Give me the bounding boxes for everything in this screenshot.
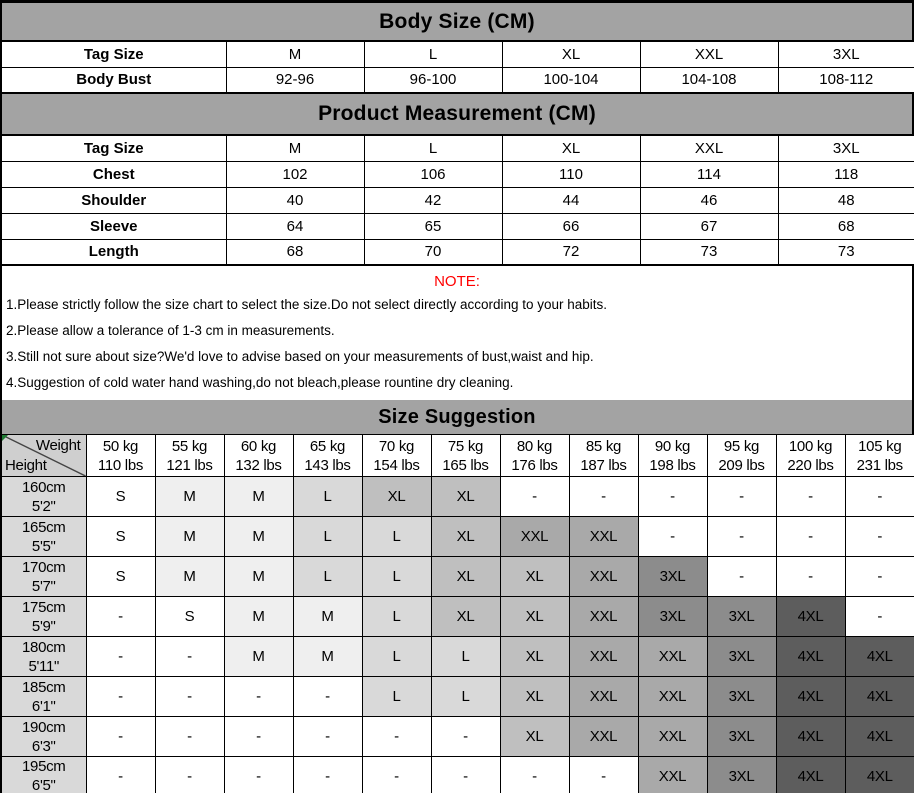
size-cell: - — [776, 517, 845, 557]
weight-kg: 95 kg — [723, 437, 760, 455]
size-cell: L — [293, 517, 362, 557]
size-cell: XL — [431, 517, 500, 557]
height-ft: 6'1" — [31, 697, 56, 715]
value-cell: 102 — [226, 161, 364, 187]
size-cell: - — [431, 757, 500, 793]
size-cell: 4XL — [845, 757, 914, 793]
weight-kg: 100 kg — [788, 437, 833, 455]
size-cell: - — [638, 517, 707, 557]
height-label-cell — [1, 677, 86, 717]
table-row — [1, 135, 914, 161]
height-label-cell — [1, 757, 86, 793]
size-cell: 3XL — [707, 757, 776, 793]
size-cell: - — [224, 757, 293, 793]
height-cm: 175cm — [21, 598, 66, 616]
size-suggestion-header — [0, 400, 914, 434]
height-cm: 180cm — [21, 638, 66, 656]
suggestion-row — [1, 477, 914, 517]
size-cell: - — [224, 677, 293, 717]
size-cell: L — [362, 597, 431, 637]
row-label: Tag Size — [1, 135, 226, 161]
weight-lbs: 187 lbs — [580, 456, 627, 474]
size-cell: 4XL — [776, 677, 845, 717]
size-cell: XXL — [569, 517, 638, 557]
size-cell: XL — [500, 557, 569, 597]
weight-lbs: 121 lbs — [166, 456, 213, 474]
value-cell: 110 — [502, 161, 640, 187]
size-cell: - — [500, 477, 569, 517]
size-cell: - — [500, 757, 569, 793]
size-cell: M — [224, 557, 293, 597]
size-cell: 4XL — [776, 757, 845, 793]
value-cell: 106 — [364, 161, 502, 187]
value-cell: 44 — [502, 187, 640, 213]
corner-weight-label: Weight — [35, 437, 81, 454]
note-item: 1.Please strictly follow the size chart to select the size.Do not select directly according to your habits. — [6, 297, 608, 312]
body-size-title: Body Size (CM) — [379, 9, 535, 33]
row-label: Length — [1, 239, 226, 265]
value-cell: L — [364, 135, 502, 161]
size-cell: XL — [500, 637, 569, 677]
weight-header-cell — [500, 435, 569, 477]
height-label-cell — [1, 717, 86, 757]
weight-kg: 75 kg — [447, 437, 484, 455]
weight-lbs: 165 lbs — [442, 456, 489, 474]
height-label-cell — [1, 637, 86, 677]
value-cell: 96-100 — [364, 67, 502, 93]
value-cell: 114 — [640, 161, 778, 187]
size-cell: S — [86, 517, 155, 557]
height-label-cell — [1, 517, 86, 557]
suggestion-row — [1, 597, 914, 637]
value-cell: 68 — [778, 213, 914, 239]
value-cell: 70 — [364, 239, 502, 265]
size-cell: - — [362, 757, 431, 793]
size-cell: - — [569, 757, 638, 793]
value-cell: 3XL — [778, 135, 914, 161]
height-ft: 6'3" — [31, 737, 56, 755]
size-cell: M — [224, 637, 293, 677]
value-cell: 104-108 — [640, 67, 778, 93]
height-ft: 5'9" — [31, 617, 56, 635]
size-cell: 3XL — [638, 557, 707, 597]
size-cell: 4XL — [776, 597, 845, 637]
row-label: Sleeve — [1, 213, 226, 239]
value-cell: 108-112 — [778, 67, 914, 93]
value-cell: 100-104 — [502, 67, 640, 93]
size-cell: 3XL — [707, 677, 776, 717]
size-cell: M — [155, 557, 224, 597]
note-list — [6, 292, 908, 396]
row-label: Body Bust — [1, 67, 226, 93]
size-cell: XXL — [569, 597, 638, 637]
size-cell: XXL — [569, 677, 638, 717]
size-cell: XL — [500, 597, 569, 637]
value-cell: 118 — [778, 161, 914, 187]
size-cell: 3XL — [707, 717, 776, 757]
height-label-cell — [1, 597, 86, 637]
weight-header-row — [1, 435, 914, 477]
value-cell: L — [364, 41, 502, 67]
height-cm: 195cm — [21, 758, 66, 775]
weight-kg: 55 kg — [171, 437, 208, 455]
value-cell: XL — [502, 135, 640, 161]
value-cell: 3XL — [778, 41, 914, 67]
height-cm: 185cm — [21, 678, 66, 696]
product-measurement-header — [0, 94, 914, 134]
value-cell: 67 — [640, 213, 778, 239]
size-cell: 3XL — [707, 597, 776, 637]
note-item: 2.Please allow a tolerance of 1-3 cm in measurements. — [6, 323, 335, 338]
size-cell: M — [293, 637, 362, 677]
note-title: NOTE: — [434, 273, 480, 290]
size-cell: L — [431, 637, 500, 677]
table-row — [1, 213, 914, 239]
weight-header-cell — [155, 435, 224, 477]
size-cell: L — [362, 517, 431, 557]
size-cell: - — [155, 717, 224, 757]
size-cell: - — [845, 557, 914, 597]
value-cell: 65 — [364, 213, 502, 239]
size-cell: XXL — [569, 717, 638, 757]
size-cell: 4XL — [776, 717, 845, 757]
height-ft: 5'5" — [31, 537, 56, 555]
size-suggestion-table — [0, 434, 914, 793]
size-cell: L — [293, 477, 362, 517]
value-cell: 40 — [226, 187, 364, 213]
suggestion-row — [1, 517, 914, 557]
height-ft: 5'2" — [31, 497, 56, 515]
product-measurement-table — [0, 134, 914, 266]
table-row — [1, 239, 914, 265]
value-cell: 72 — [502, 239, 640, 265]
suggestion-row — [1, 717, 914, 757]
height-cm: 170cm — [21, 558, 66, 576]
size-cell: - — [776, 557, 845, 597]
size-cell: - — [707, 517, 776, 557]
weight-lbs: 110 lbs — [97, 456, 144, 474]
value-cell: 68 — [226, 239, 364, 265]
size-cell: XXL — [638, 637, 707, 677]
size-cell: M — [155, 477, 224, 517]
weight-lbs: 220 lbs — [787, 456, 834, 474]
value-cell: 92-96 — [226, 67, 364, 93]
size-cell: L — [362, 677, 431, 717]
table-row — [1, 41, 914, 67]
size-cell: XXL — [569, 637, 638, 677]
size-cell: S — [155, 597, 224, 637]
weight-lbs: 176 lbs — [511, 456, 558, 474]
height-ft: 5'7" — [31, 577, 56, 595]
weight-header-cell — [776, 435, 845, 477]
size-cell: - — [86, 637, 155, 677]
suggestion-row — [1, 757, 914, 793]
row-label: Tag Size — [1, 41, 226, 67]
size-cell: - — [362, 717, 431, 757]
height-label-cell — [1, 477, 86, 517]
size-cell: - — [86, 757, 155, 793]
weight-header-cell — [638, 435, 707, 477]
size-cell: XXL — [569, 557, 638, 597]
size-cell: M — [293, 597, 362, 637]
size-cell: - — [155, 637, 224, 677]
size-cell: XXL — [638, 677, 707, 717]
size-cell: - — [707, 557, 776, 597]
size-cell: XXL — [638, 717, 707, 757]
weight-kg: 65 kg — [309, 437, 346, 455]
height-ft: 6'5" — [31, 777, 56, 793]
size-cell: L — [362, 557, 431, 597]
table-row — [1, 67, 914, 93]
size-cell: - — [224, 717, 293, 757]
weight-lbs: 231 lbs — [856, 456, 903, 474]
size-cell: XL — [431, 557, 500, 597]
size-cell: - — [569, 477, 638, 517]
size-cell: - — [86, 597, 155, 637]
size-cell: - — [707, 477, 776, 517]
size-cell: - — [776, 477, 845, 517]
size-cell: - — [293, 717, 362, 757]
size-cell: M — [224, 517, 293, 557]
height-cm: 165cm — [21, 518, 66, 536]
height-ft: 5'11" — [28, 657, 60, 675]
height-label-cell — [1, 557, 86, 597]
size-cell: M — [224, 477, 293, 517]
size-cell: S — [86, 477, 155, 517]
value-cell: XXL — [640, 135, 778, 161]
size-cell: - — [293, 757, 362, 793]
weight-header-cell — [224, 435, 293, 477]
height-cm: 160cm — [21, 478, 66, 496]
size-cell: XL — [431, 597, 500, 637]
suggestion-row — [1, 637, 914, 677]
note-item: 4.Suggestion of cold water hand washing,do not bleach,please rountine dry cleaning. — [6, 375, 514, 390]
value-cell: 48 — [778, 187, 914, 213]
corner-height-label: Height — [5, 457, 47, 474]
table-row — [1, 161, 914, 187]
value-cell: XL — [502, 41, 640, 67]
size-cell: 4XL — [845, 637, 914, 677]
value-cell: 46 — [640, 187, 778, 213]
size-cell: L — [431, 677, 500, 717]
weight-header-cell — [293, 435, 362, 477]
product-measurement-title: Product Measurement (CM) — [318, 102, 596, 125]
value-cell: 64 — [226, 213, 364, 239]
weight-kg: 90 kg — [654, 437, 691, 455]
size-cell: L — [362, 637, 431, 677]
value-cell: 42 — [364, 187, 502, 213]
table-row — [1, 187, 914, 213]
weight-kg: 50 kg — [102, 437, 139, 455]
value-cell: M — [226, 41, 364, 67]
size-cell: - — [431, 717, 500, 757]
weight-header-cell — [845, 435, 914, 477]
size-cell: XL — [500, 677, 569, 717]
weight-lbs: 143 lbs — [304, 456, 351, 474]
size-cell: 3XL — [707, 637, 776, 677]
size-cell: - — [638, 477, 707, 517]
size-cell: XL — [362, 477, 431, 517]
size-cell: - — [845, 517, 914, 557]
value-cell: 73 — [778, 239, 914, 265]
value-cell: 73 — [640, 239, 778, 265]
row-label: Chest — [1, 161, 226, 187]
value-cell: 66 — [502, 213, 640, 239]
height-cm: 190cm — [21, 718, 66, 736]
weight-kg: 80 kg — [516, 437, 553, 455]
corner-cell — [1, 435, 86, 477]
size-cell: XL — [431, 477, 500, 517]
note-item: 3.Still not sure about size?We'd love to advise based on your measurements of bust,waist and hip. — [6, 349, 594, 364]
size-cell: XXL — [638, 757, 707, 793]
weight-kg: 70 kg — [378, 437, 415, 455]
value-cell: M — [226, 135, 364, 161]
note-section — [0, 266, 914, 400]
weight-header-cell — [86, 435, 155, 477]
size-cell: - — [155, 677, 224, 717]
corner-flag — [2, 435, 8, 441]
size-cell: L — [293, 557, 362, 597]
size-cell: - — [86, 677, 155, 717]
row-label: Shoulder — [1, 187, 226, 213]
body-size-table — [0, 40, 914, 94]
weight-lbs: 198 lbs — [649, 456, 696, 474]
size-cell: 4XL — [776, 637, 845, 677]
size-cell: S — [86, 557, 155, 597]
size-cell: 4XL — [845, 717, 914, 757]
weight-lbs: 154 lbs — [373, 456, 420, 474]
weight-header-cell — [569, 435, 638, 477]
weight-header-cell — [431, 435, 500, 477]
weight-kg: 105 kg — [858, 437, 902, 455]
suggestion-row — [1, 677, 914, 717]
value-cell: XXL — [640, 41, 778, 67]
size-cell: - — [155, 757, 224, 793]
size-cell: 3XL — [638, 597, 707, 637]
size-cell: - — [845, 597, 914, 637]
weight-kg: 85 kg — [585, 437, 622, 455]
size-cell: XXL — [500, 517, 569, 557]
size-cell: M — [155, 517, 224, 557]
weight-lbs: 209 lbs — [718, 456, 765, 474]
weight-header-cell — [707, 435, 776, 477]
size-cell: M — [224, 597, 293, 637]
size-cell: - — [86, 717, 155, 757]
size-suggestion-title: Size Suggestion — [378, 405, 536, 428]
size-cell: - — [845, 477, 914, 517]
size-cell: 4XL — [845, 677, 914, 717]
weight-lbs: 132 lbs — [235, 456, 282, 474]
size-cell: XL — [500, 717, 569, 757]
suggestion-row — [1, 557, 914, 597]
body-size-header — [0, 0, 914, 40]
weight-header-cell — [362, 435, 431, 477]
size-cell: - — [293, 677, 362, 717]
weight-kg: 60 kg — [240, 437, 277, 455]
